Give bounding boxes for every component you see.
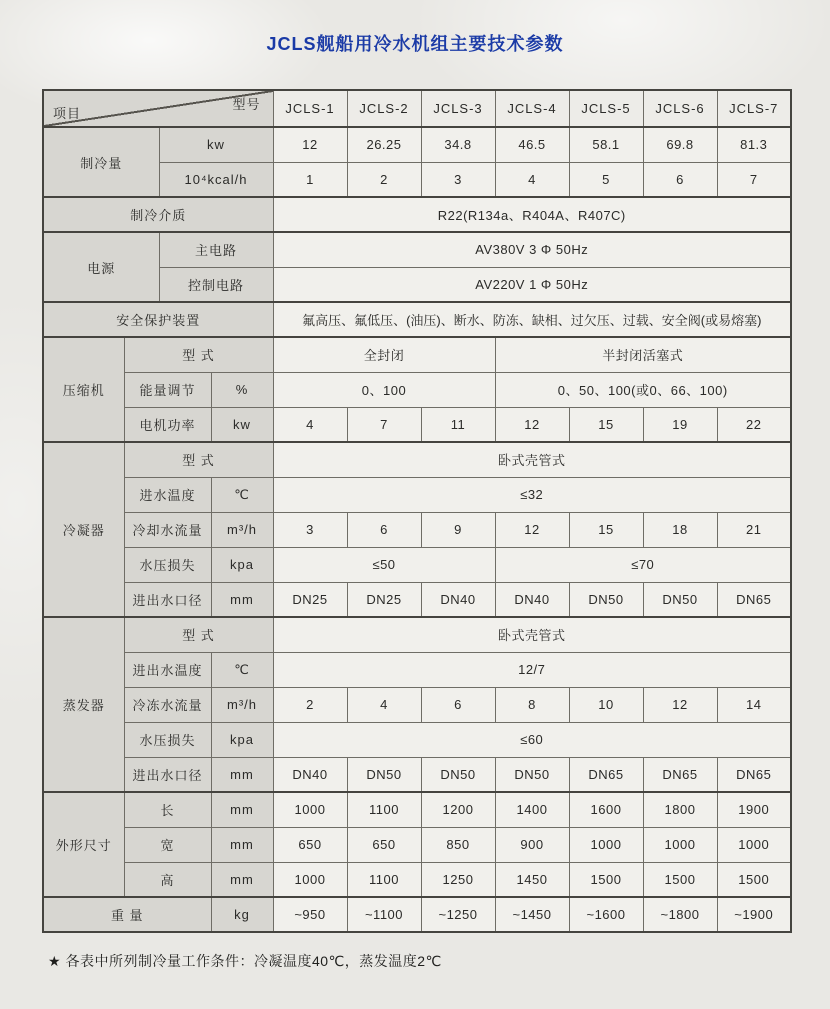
value-cell: 2 [347,162,421,197]
value-cell: ~950 [273,897,347,932]
value-cell: 全封闭 [273,337,495,372]
model-header: JCLS-5 [569,90,643,127]
value-cell: ≤70 [495,547,791,582]
row-condenser-pressure-loss [43,547,791,582]
corner-item-label: 项目 [53,106,82,121]
row-evaporator-pressure-loss [43,722,791,757]
value-cell: 4 [273,407,347,442]
value-cell: ≤60 [273,722,791,757]
unit-cell: mm [211,862,273,897]
unit-cell: mm [211,757,273,792]
value-cell: 1600 [569,792,643,827]
value-cell: AV380V 3 Φ 50Hz [273,232,791,267]
value-cell: 58.1 [569,127,643,162]
value-cell: 0、100 [273,372,495,407]
row-evaporator-port [43,757,791,792]
value-cell: 9 [421,512,495,547]
value-cell: 12 [273,127,347,162]
model-header: JCLS-7 [717,90,791,127]
unit-cell: kw [159,127,273,162]
unit-cell: m³/h [211,687,273,722]
row-label-cell: 进出水温度 [124,652,211,687]
group-label-weight: 重 量 [43,897,211,932]
value-cell: DN65 [717,757,791,792]
value-cell: 8 [495,687,569,722]
row-label-cell: 冷冻水流量 [124,687,211,722]
value-cell: 19 [643,407,717,442]
corner-model-label: 型号 [232,97,261,112]
row-label-cell: 型 式 [124,337,273,372]
value-cell: 6 [643,162,717,197]
row-label-cell: 水压损失 [124,547,211,582]
value-cell: 4 [495,162,569,197]
row-label-cell: 进水温度 [124,477,211,512]
value-cell: 12 [643,687,717,722]
value-cell: 14 [717,687,791,722]
page-title: JCLS舰船用冷水机组主要技术参数 [266,34,564,54]
unit-cell: ℃ [211,652,273,687]
spec-table [42,89,792,933]
value-cell: 650 [347,827,421,862]
value-cell: 1100 [347,792,421,827]
value-cell: 卧式壳管式 [273,442,791,477]
value-cell: 12 [495,512,569,547]
value-cell: 1250 [421,862,495,897]
value-cell: ~1250 [421,897,495,932]
group-label-compressor: 压缩机 [43,337,124,442]
value-cell: ≤50 [273,547,495,582]
value-cell: 1000 [273,792,347,827]
group-label-dimensions: 外形尺寸 [43,792,124,897]
unit-cell: kg [211,897,273,932]
value-cell: 18 [643,512,717,547]
value-cell: 34.8 [421,127,495,162]
model-header: JCLS-4 [495,90,569,127]
corner-cell [43,90,273,127]
value-cell: 1 [273,162,347,197]
group-label-safety: 安全保护装置 [43,302,273,337]
value-cell: 21 [717,512,791,547]
row-capacity-control [43,372,791,407]
value-cell: 1000 [717,827,791,862]
value-cell: 卧式壳管式 [273,617,791,652]
header-row [43,90,791,127]
value-cell: 1100 [347,862,421,897]
value-cell: 6 [347,512,421,547]
value-cell: ~1100 [347,897,421,932]
value-cell: 15 [569,407,643,442]
value-cell: 2 [273,687,347,722]
row-label-cell: 电机功率 [124,407,211,442]
row-label-cell: 水压损失 [124,722,211,757]
value-cell: 12 [495,407,569,442]
model-header: JCLS-6 [643,90,717,127]
value-cell: 1400 [495,792,569,827]
unit-cell: m³/h [211,512,273,547]
value-cell: 7 [717,162,791,197]
value-cell: 650 [273,827,347,862]
row-compressor-type [43,337,791,372]
value-cell: DN50 [347,757,421,792]
footnote: ★ 各表中所列制冷量工作条件：冷凝温度40℃，蒸发温度2℃ [48,953,442,969]
unit-cell: mm [211,582,273,617]
value-cell: ≤32 [273,477,791,512]
value-cell: 69.8 [643,127,717,162]
group-label-condenser: 冷凝器 [43,442,124,617]
value-cell: 3 [273,512,347,547]
value-cell: 10 [569,687,643,722]
unit-cell: mm [211,827,273,862]
value-cell: 15 [569,512,643,547]
value-cell: 4 [347,687,421,722]
value-cell: DN65 [569,757,643,792]
value-cell: DN50 [421,757,495,792]
row-safety [43,302,791,337]
value-cell: ~1600 [569,897,643,932]
row-label-cell: 宽 [124,827,211,862]
row-label-cell: 进出水口径 [124,582,211,617]
value-cell: 1500 [717,862,791,897]
value-cell: 1500 [643,862,717,897]
unit-cell: kpa [211,547,273,582]
row-condenser-port [43,582,791,617]
row-condenser-inlet-temp [43,477,791,512]
value-cell: 5 [569,162,643,197]
model-header: JCLS-1 [273,90,347,127]
value-cell: ~1900 [717,897,791,932]
group-label-cooling: 制冷量 [43,127,159,197]
value-cell: 1450 [495,862,569,897]
group-label-power: 电源 [43,232,159,302]
value-cell: DN40 [495,582,569,617]
group-label-refrigerant: 制冷介质 [43,197,273,232]
row-label-cell: 冷却水流量 [124,512,211,547]
value-cell: AV220V 1 Φ 50Hz [273,267,791,302]
value-cell: R22(R134a、R404A、R407C) [273,197,791,232]
unit-cell: % [211,372,273,407]
value-cell: 900 [495,827,569,862]
value-cell: 12/7 [273,652,791,687]
value-cell: 3 [421,162,495,197]
value-cell: 1000 [273,862,347,897]
value-cell: 81.3 [717,127,791,162]
value-cell: DN40 [421,582,495,617]
row-label-cell: 进出水口径 [124,757,211,792]
row-dim-height [43,862,791,897]
unit-cell: kw [211,407,273,442]
row-label-cell: 能量调节 [124,372,211,407]
model-header: JCLS-3 [421,90,495,127]
row-condenser-type [43,442,791,477]
row-label-cell: 主电路 [159,232,273,267]
row-evaporator-inout-temp [43,652,791,687]
row-evaporator-flow [43,687,791,722]
value-cell: ~1800 [643,897,717,932]
unit-cell: ℃ [211,477,273,512]
model-header: JCLS-2 [347,90,421,127]
row-label-cell: 长 [124,792,211,827]
row-evaporator-type [43,617,791,652]
value-cell: 氟高压、氟低压、(油压)、断水、防冻、缺相、过欠压、过载、安全阀(或易熔塞) [273,302,791,337]
group-label-evaporator: 蒸发器 [43,617,124,792]
value-cell: DN65 [717,582,791,617]
value-cell: DN65 [643,757,717,792]
value-cell: ~1450 [495,897,569,932]
row-motor-power [43,407,791,442]
row-label-cell: 控制电路 [159,267,273,302]
value-cell: 11 [421,407,495,442]
value-cell: 1900 [717,792,791,827]
value-cell: DN50 [569,582,643,617]
row-refrigerant [43,197,791,232]
value-cell: 1800 [643,792,717,827]
value-cell: DN50 [495,757,569,792]
value-cell: DN25 [273,582,347,617]
value-cell: 850 [421,827,495,862]
row-dim-width [43,827,791,862]
row-condenser-flow [43,512,791,547]
value-cell: 半封闭活塞式 [495,337,791,372]
unit-cell: kpa [211,722,273,757]
row-dim-length [43,792,791,827]
value-cell: 46.5 [495,127,569,162]
value-cell: 7 [347,407,421,442]
value-cell: 1500 [569,862,643,897]
value-cell: DN50 [643,582,717,617]
row-cooling-kw [43,127,791,162]
unit-cell: mm [211,792,273,827]
value-cell: DN40 [273,757,347,792]
value-cell: 1000 [569,827,643,862]
unit-cell: 10⁴kcal/h [159,162,273,197]
row-label-cell: 型 式 [124,442,273,477]
value-cell: 1000 [643,827,717,862]
value-cell: 0、50、100(或0、66、100) [495,372,791,407]
value-cell: 6 [421,687,495,722]
value-cell: DN25 [347,582,421,617]
value-cell: 1200 [421,792,495,827]
value-cell: 26.25 [347,127,421,162]
row-power-main [43,232,791,267]
row-label-cell: 型 式 [124,617,273,652]
row-weight [43,897,791,932]
value-cell: 22 [717,407,791,442]
row-label-cell: 高 [124,862,211,897]
